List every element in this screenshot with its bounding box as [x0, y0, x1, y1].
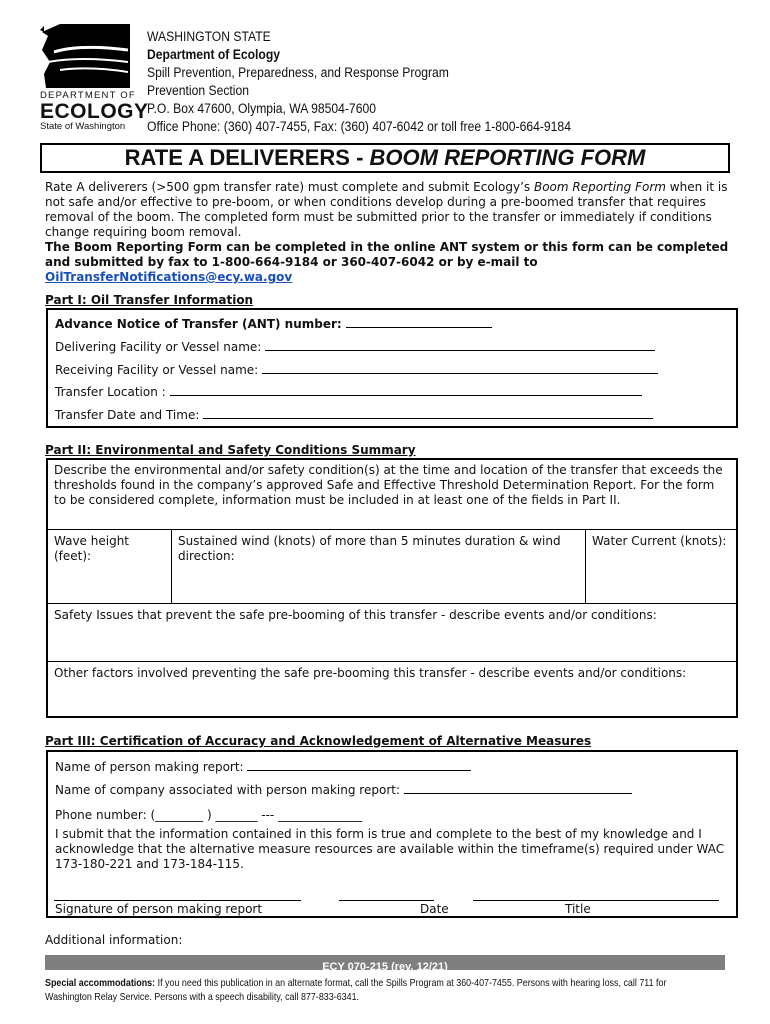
- agency-po-box: P.O. Box 47600, Olympia, WA 98504-7600: [147, 101, 376, 116]
- form-title: [40, 143, 730, 173]
- datetime-input[interactable]: [203, 408, 653, 419]
- logo-main-text: ECOLOGY: [40, 100, 149, 123]
- part2-description: Describe the environmental and/or safety condition(s) at the time and location of the transfer that exceeds the thresholds found in the company’s approved Safe and Effective Threshold Determination Report. For the form to be considered complete, information must be included in at least one of the fields in Part II.: [48, 460, 736, 530]
- reporter-name-label: Name of person making report:: [55, 760, 244, 774]
- additional-info-label: Additional information:: [45, 933, 183, 947]
- reporter-name-input[interactable]: [247, 760, 471, 771]
- ant-number-label: Advance Notice of Transfer (ANT) number:: [55, 317, 342, 331]
- signature-label: Signature of person making report: [55, 902, 263, 916]
- agency-department: Department of Ecology: [147, 47, 281, 62]
- date-line[interactable]: [339, 900, 434, 901]
- delivering-field: [55, 340, 655, 354]
- phone-field[interactable]: Phone number: (________ ) _______ --- ______________: [55, 808, 363, 822]
- washington-state-map-icon: [40, 22, 132, 90]
- part3-box: [46, 750, 738, 918]
- datetime-field: [55, 408, 653, 422]
- ecology-logo: [38, 22, 149, 134]
- location-label: Transfer Location :: [55, 385, 166, 399]
- intro-text-b: when it is not safe and/or effective to pre-boom, or when conditions develop during a pre-boomed transfer that requires removal of the boom. The completed form must be submitted prior to the transfer or immediately if conditions change requiring boom removal.: [45, 180, 728, 239]
- agency-section: Prevention Section: [147, 83, 249, 98]
- safety-issues-cell[interactable]: Safety Issues that prevent the safe pre-booming of this transfer - describe events and/or conditions:: [48, 604, 736, 662]
- ant-number-field: [55, 317, 492, 331]
- company-field: [55, 783, 632, 797]
- part3-heading: Part III: Certification of Accuracy and Acknowledgement of Alternative Measures: [45, 734, 592, 748]
- logo-top-text: DEPARTMENT OF: [40, 90, 136, 101]
- intro-text-italic: Boom Reporting Form: [533, 180, 666, 194]
- reporter-name-field: [55, 760, 471, 774]
- form-id-bar: [45, 955, 725, 973]
- agency-address-block: [147, 28, 617, 136]
- receiving-field: [55, 363, 658, 377]
- ant-number-input[interactable]: [346, 317, 492, 328]
- title-label: Title: [565, 902, 591, 916]
- agency-program: Spill Prevention, Preparedness, and Response Program: [147, 65, 449, 80]
- submission-text: The Boom Reporting Form can be completed in the online ANT system or this form can be completed and submitted by fax to 1-800-664-9184 or 360-407-6042 or by e-mail to: [45, 240, 729, 269]
- form-id: ECY 070-215 (rev. 12/21): [322, 961, 448, 973]
- special-accommodations-2: Washington Relay Service. Persons with a speech disability, call 877-833-6341.: [45, 991, 360, 1003]
- submission-instructions: [45, 240, 730, 285]
- special-line1: If you need this publication in an alternate format, call the Spills Program at 360-407-7455. Persons with hearing loss, call 711 for: [155, 977, 667, 989]
- agency-phone: Office Phone: (360) 407-7455, Fax: (360) 407-6042 or toll free 1-800-664-9184: [147, 119, 571, 134]
- signature-line[interactable]: [54, 900, 301, 901]
- intro-paragraph: [45, 180, 730, 240]
- datetime-label: Transfer Date and Time:: [55, 408, 200, 422]
- delivering-label: Delivering Facility or Vessel name:: [55, 340, 262, 354]
- logo-sub-text: State of Washington: [40, 121, 126, 132]
- location-field: [55, 385, 642, 399]
- receiving-label: Receiving Facility or Vessel name:: [55, 363, 259, 377]
- intro-text-a: Rate A deliverers (>500 gpm transfer rate) must complete and submit Ecology’s: [45, 180, 534, 194]
- company-input[interactable]: [404, 783, 632, 794]
- location-input[interactable]: [170, 385, 642, 396]
- certification-text: I submit that the information contained in this form is true and complete to the best of my knowledge and I acknowledge that the alternative measure resources are available within the timeframe(s) required under WAC 173-180-221 and 173-184-115.: [55, 827, 725, 871]
- form-title-main: RATE A DELIVERERS -: [124, 145, 370, 170]
- company-label: Name of company associated with person making report:: [55, 783, 400, 797]
- receiving-input[interactable]: [262, 363, 658, 374]
- part1-box: [46, 308, 738, 428]
- title-line[interactable]: [473, 900, 719, 901]
- special-bold: Special accommodations:: [45, 977, 156, 989]
- wave-height-cell[interactable]: Wave height (feet):: [48, 530, 172, 604]
- delivering-input[interactable]: [265, 340, 655, 351]
- email-link[interactable]: OilTransferNotifications@ecy.wa.gov: [45, 270, 293, 284]
- form-title-italic: BOOM REPORTING FORM: [369, 145, 646, 170]
- wind-cell[interactable]: Sustained wind (knots) of more than 5 minutes duration & wind direction:: [172, 530, 586, 604]
- other-factors-cell[interactable]: Other factors involved preventing the safe pre-booming this transfer - describe events and/or conditions:: [54, 666, 687, 680]
- part1-heading: Part I: Oil Transfer Information: [45, 293, 254, 307]
- water-current-cell[interactable]: Water Current (knots):: [586, 530, 736, 604]
- date-label: Date: [420, 902, 449, 916]
- part2-box: [46, 458, 738, 718]
- agency-state: WASHINGTON STATE: [147, 29, 271, 44]
- part2-heading: Part II: Environmental and Safety Conditions Summary: [45, 443, 416, 457]
- special-accommodations: [45, 976, 666, 990]
